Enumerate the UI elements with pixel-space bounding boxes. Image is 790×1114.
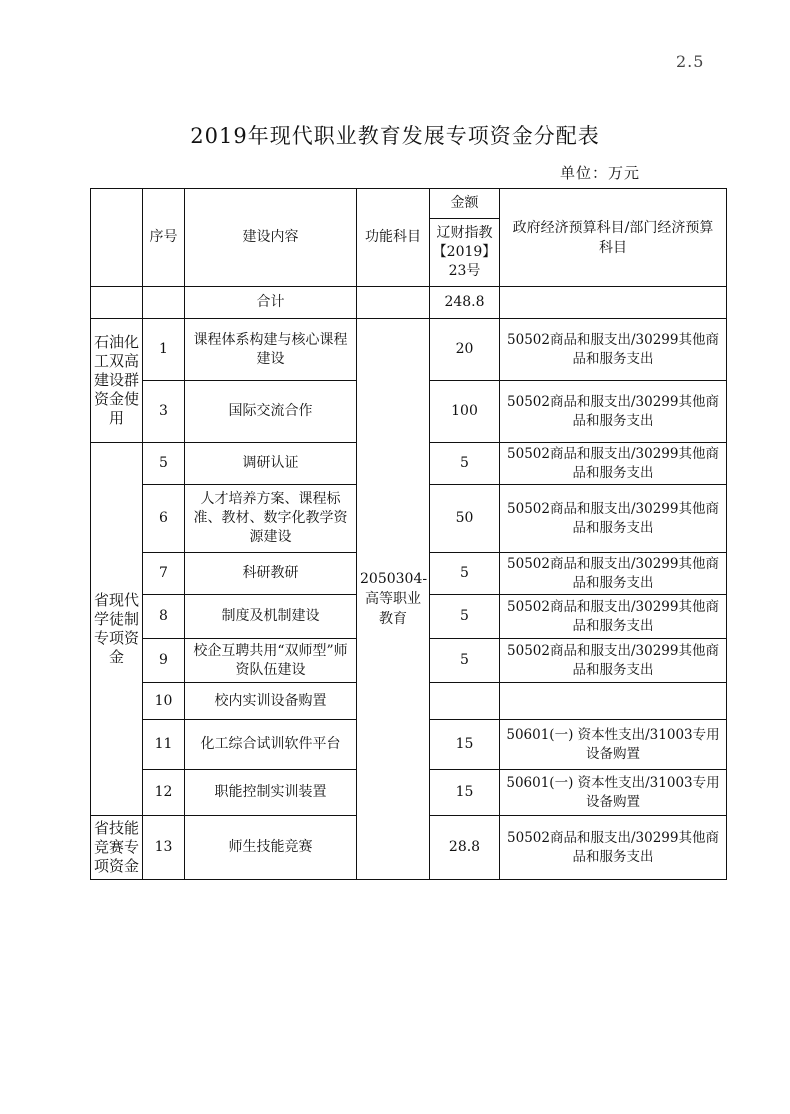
row-seq: 1 [143, 319, 185, 381]
row-econ-subject: 50502商品和服支出/30299其他商品和服务支出 [500, 319, 727, 381]
group-label: 省现代学徒制专项资金 [91, 443, 143, 816]
row-seq: 5 [143, 443, 185, 485]
header-row [91, 189, 727, 219]
document-title: 2019年现代职业教育发展专项资金分配表 [190, 124, 600, 148]
row-amount: 5 [430, 553, 500, 595]
table-row [91, 319, 727, 381]
row-content: 人才培养方案、课程标准、教材、数字化教学资源建设 [185, 485, 357, 553]
row-seq: 9 [143, 639, 185, 683]
row-amount [430, 683, 500, 720]
row-content: 调研认证 [185, 443, 357, 485]
row-amount: 15 [430, 770, 500, 816]
row-seq: 13 [143, 816, 185, 880]
row-econ-subject: 50502商品和服支出/30299其他商品和服务支出 [500, 553, 727, 595]
total-row [91, 287, 727, 319]
header-function-subject: 功能科目 [357, 189, 430, 287]
row-content: 国际交流合作 [185, 381, 357, 443]
row-econ-subject: 50502商品和服支出/30299其他商品和服务支出 [500, 485, 727, 553]
row-econ-subject: 50502商品和服支出/30299其他商品和服务支出 [500, 639, 727, 683]
group-label: 石油化工双高建设群资金使用 [91, 319, 143, 443]
row-content: 化工综合试训软件平台 [185, 720, 357, 770]
row-seq: 3 [143, 381, 185, 443]
row-econ-subject: 50601(一) 资本性支出/31003专用设备购置 [500, 770, 727, 816]
handwritten-page-mark: 2.5 [676, 52, 705, 71]
row-amount: 5 [430, 595, 500, 639]
row-content: 制度及机制建设 [185, 595, 357, 639]
header-content: 建设内容 [185, 189, 357, 287]
total-label: 合计 [185, 287, 357, 319]
row-seq: 12 [143, 770, 185, 816]
header-econ-subject: 政府经济预算科目/部门经济预算科目 [500, 189, 727, 287]
row-econ-subject [500, 683, 727, 720]
function-subject-cell: 2050304-高等职业教育 [357, 319, 430, 880]
allocation-table [90, 188, 727, 880]
unit-label: 单位：万元 [560, 164, 641, 182]
row-seq: 7 [143, 553, 185, 595]
row-econ-subject: 50502商品和服支出/30299其他商品和服务支出 [500, 381, 727, 443]
row-amount: 50 [430, 485, 500, 553]
row-content: 科研教研 [185, 553, 357, 595]
row-econ-subject: 50502商品和服支出/30299其他商品和服务支出 [500, 595, 727, 639]
header-amount: 金额 [430, 189, 500, 219]
header-group-cell [91, 189, 143, 287]
row-content: 职能控制实训装置 [185, 770, 357, 816]
row-seq: 6 [143, 485, 185, 553]
row-econ-subject: 50502商品和服支出/30299其他商品和服务支出 [500, 816, 727, 880]
total-amount: 248.8 [430, 287, 500, 319]
row-content: 师生技能竞赛 [185, 816, 357, 880]
row-amount: 5 [430, 639, 500, 683]
row-amount: 100 [430, 381, 500, 443]
row-seq: 10 [143, 683, 185, 720]
row-econ-subject: 50502商品和服支出/30299其他商品和服务支出 [500, 443, 727, 485]
header-seq: 序号 [143, 189, 185, 287]
row-content: 校内实训设备购置 [185, 683, 357, 720]
row-amount: 15 [430, 720, 500, 770]
group-label: 省技能竞赛专项资金 [91, 816, 143, 880]
row-seq: 11 [143, 720, 185, 770]
row-amount: 5 [430, 443, 500, 485]
row-content: 课程体系构建与核心课程建设 [185, 319, 357, 381]
row-amount: 28.8 [430, 816, 500, 880]
row-seq: 8 [143, 595, 185, 639]
row-econ-subject: 50601(一) 资本性支出/31003专用设备购置 [500, 720, 727, 770]
header-amount-doc: 辽财指教【2019】23号 [430, 219, 500, 287]
row-amount: 20 [430, 319, 500, 381]
row-content: 校企互聘共用“双师型”师资队伍建设 [185, 639, 357, 683]
